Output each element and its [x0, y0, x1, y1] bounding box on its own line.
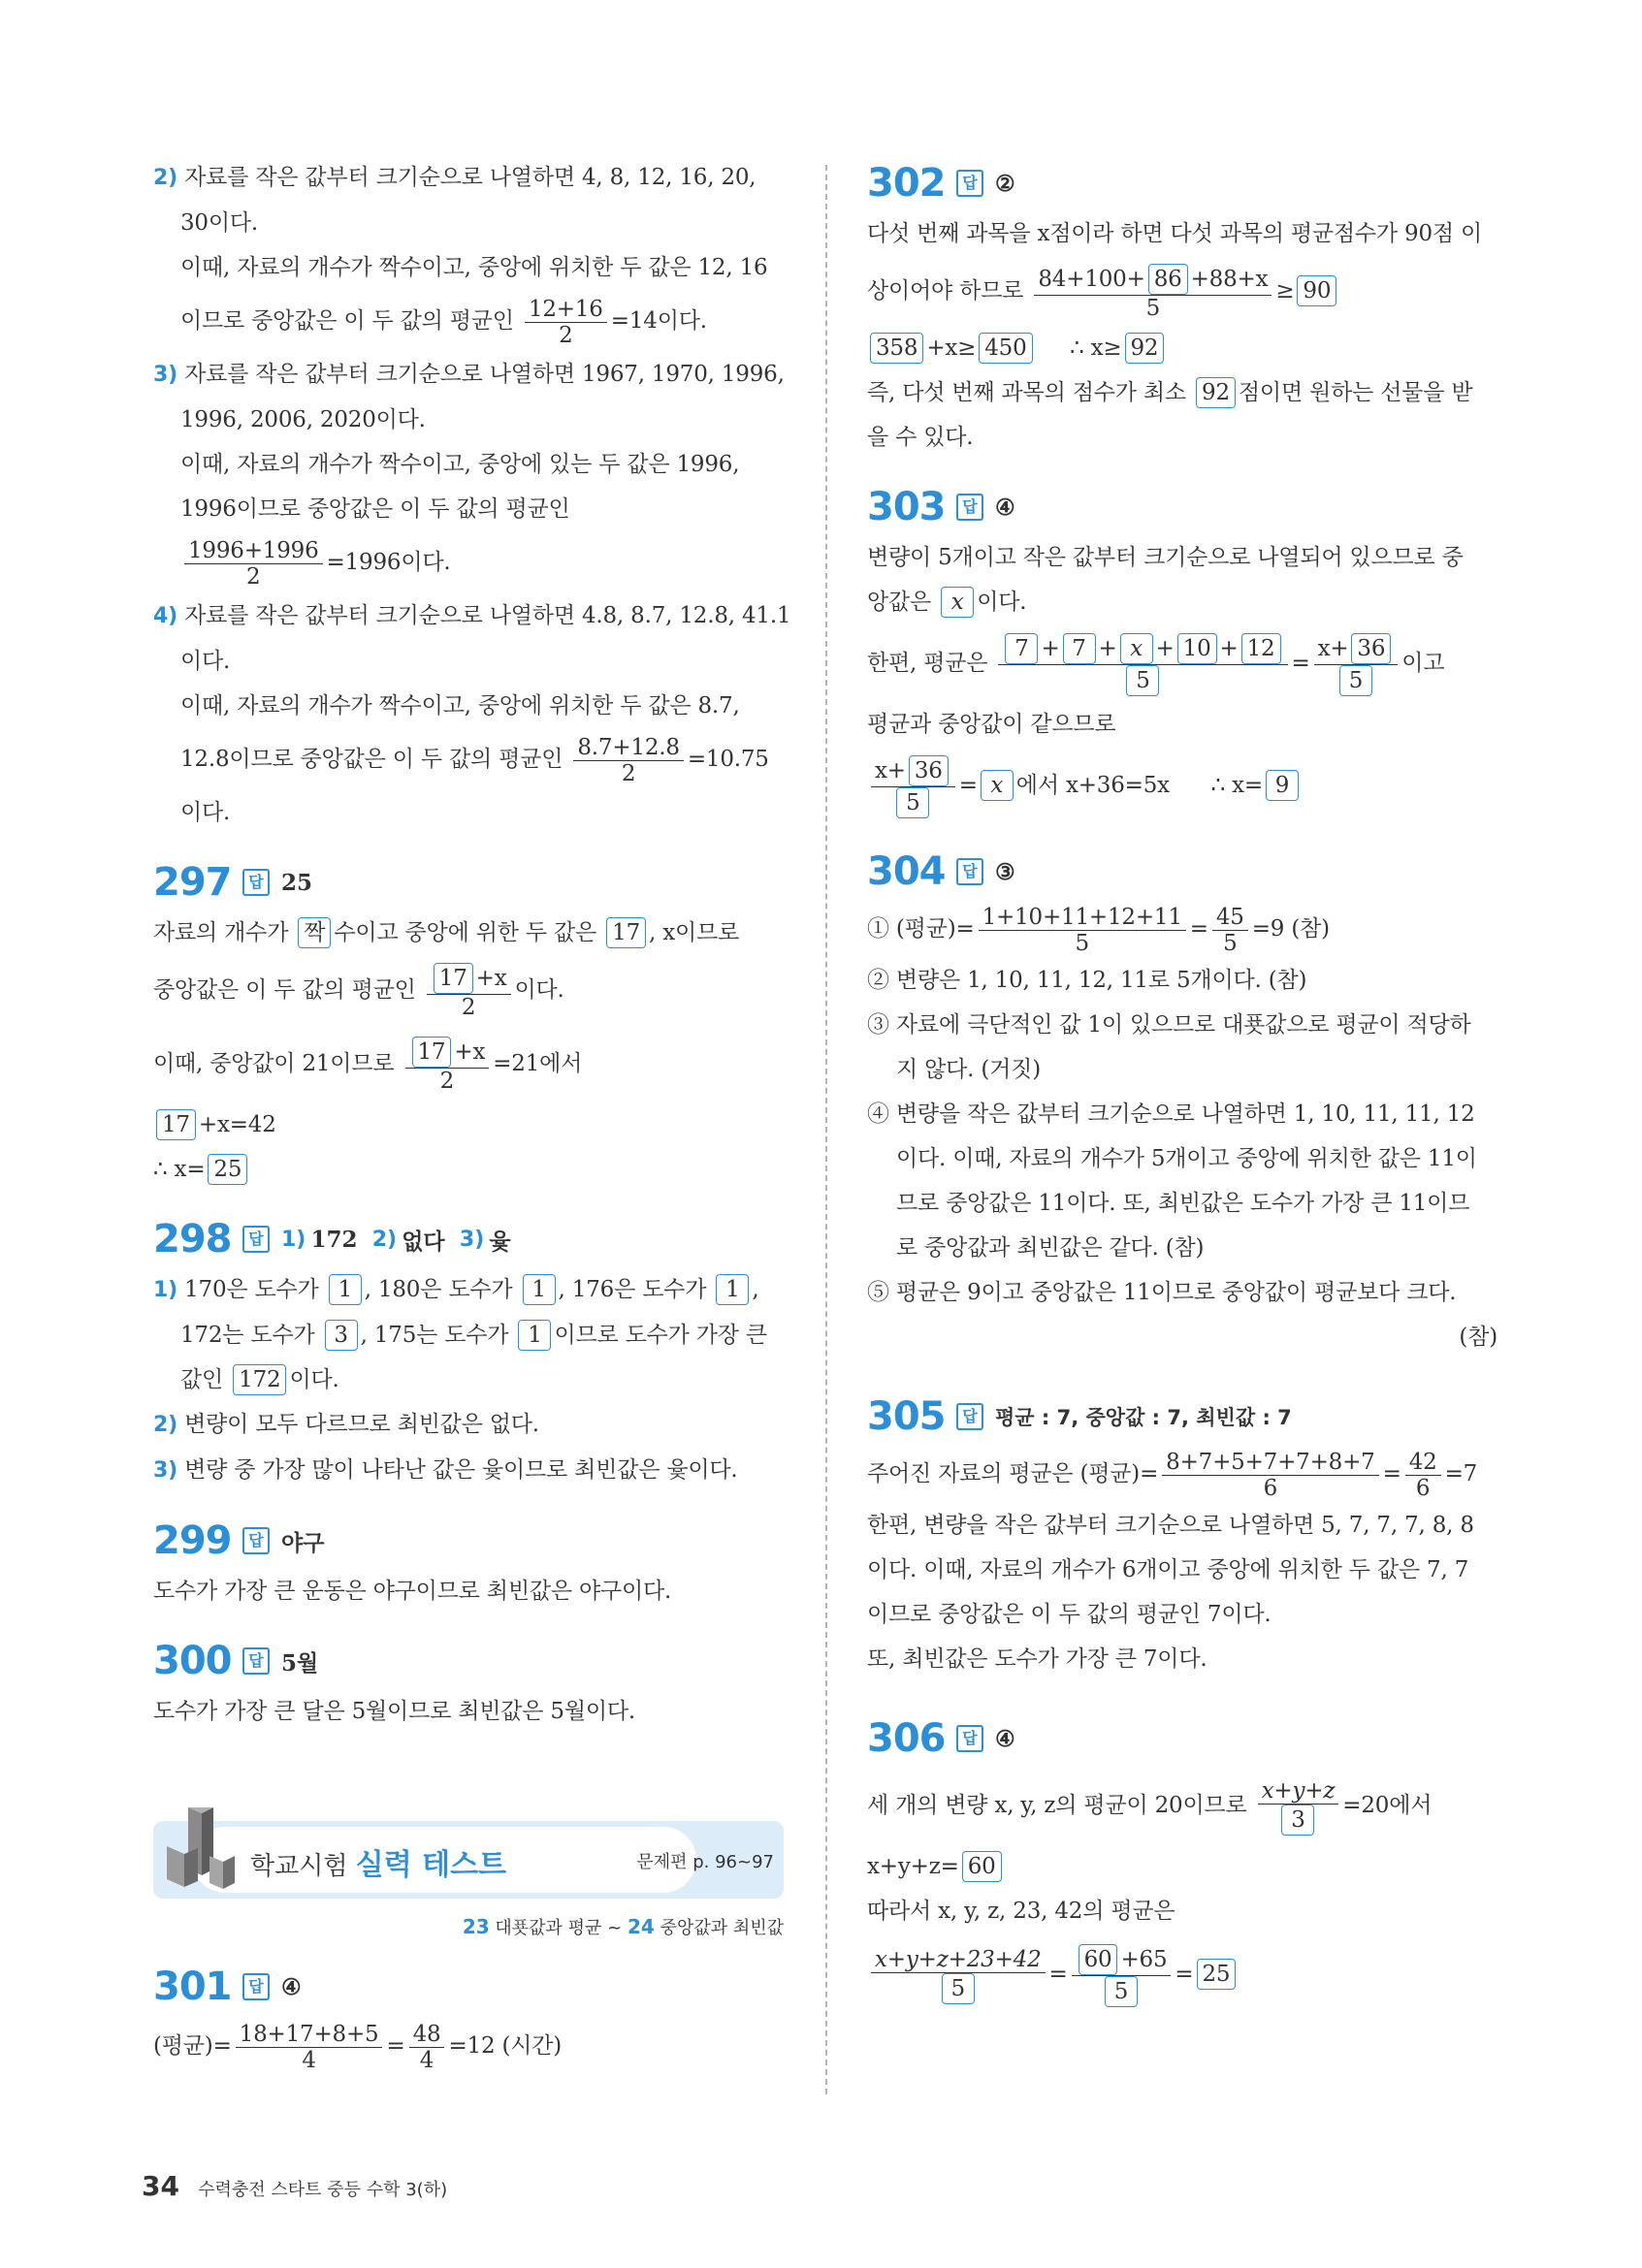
answer-box: 25 [208, 1154, 247, 1185]
text: ④ [995, 494, 1015, 521]
text: 5 [1223, 930, 1238, 956]
text: =21에서 [493, 1051, 583, 1076]
problem-number: 300 [153, 1639, 232, 1683]
text: 이다. [289, 1367, 339, 1392]
text: 84+100+ [1038, 266, 1145, 292]
answer-icon: 답 [956, 494, 983, 521]
problem-297 [153, 854, 784, 1192]
text: 1 [523, 1274, 556, 1305]
text: x [1120, 633, 1153, 664]
text: 중앙값과 최빈값 [660, 1918, 784, 1938]
problem-number: 306 [867, 1716, 946, 1761]
text: +x≥ [926, 335, 977, 361]
text: 한편, 평균은 [867, 651, 988, 676]
text: +x [454, 1038, 486, 1065]
text: 30이다. [180, 210, 259, 236]
stacked-cubes-icon [159, 1807, 237, 1895]
text: ③ 자료에 극단적인 값 1이 있으므로 대푯값으로 평균이 적당하 [867, 1012, 1471, 1038]
text: 도수가 가장 큰 달은 5월이므로 최빈값은 5월이다. [153, 1699, 635, 1724]
text: 2 [246, 563, 261, 590]
answer-icon: 답 [242, 1973, 270, 2000]
text: 따라서 x, y, z, 23, 42의 평균은 [867, 1899, 1175, 1924]
text: 로 중앙값과 최빈값은 같다. (참) [896, 1235, 1205, 1261]
section-banner [153, 1821, 784, 1899]
text: 9 [1266, 770, 1299, 801]
page-footer [142, 2170, 447, 2202]
book-title: 수력충전 스타트 중등 수학 3(하) [198, 2180, 448, 2200]
text: ④ [995, 1725, 1015, 1752]
text: 5 [1075, 930, 1089, 956]
fraction [1034, 264, 1272, 321]
text: 한편, 변량을 작은 값부터 크기순으로 나열하면 5, 7, 7, 7, 8, 8 [867, 1513, 1474, 1538]
fraction [1258, 1778, 1339, 1836]
text: +x=42 [198, 1112, 276, 1137]
text: 앙값은 [867, 590, 932, 615]
text: 450 [979, 333, 1032, 364]
text: 이때, 중앙값이 21이므로 [153, 1051, 395, 1076]
text: 6 [1263, 1475, 1278, 1501]
text: 172 [310, 1226, 358, 1253]
text: 이다. [977, 590, 1027, 615]
text: 2 [621, 760, 636, 786]
text: +88+x [1190, 266, 1269, 292]
text: 1+10+11+12+11 [979, 905, 1186, 931]
text: 점이면 원하는 선물을 받 [1238, 380, 1473, 405]
text: 45 [1212, 905, 1248, 931]
answer-box: 17 [156, 1109, 196, 1140]
text: 자료를 작은 값부터 크기순으로 나열하면 4.8, 8.7, 12.8, 41.1 [184, 603, 791, 628]
answer-icon: 답 [242, 1226, 270, 1253]
text: 86 [1148, 264, 1188, 295]
text: 평균 : 7, 중앙값 : 7, 최빈값 : 7 [995, 1406, 1292, 1429]
problem-302 [867, 155, 1497, 460]
fraction: $\frac{7 + 7 + x + 10 + 12}{5}$ [998, 633, 1287, 696]
text: 10 [1177, 633, 1217, 664]
text: = [1048, 1962, 1068, 1987]
text: 5 [1126, 665, 1159, 696]
text: 8+7+5+7+7+8+7 [1162, 1450, 1378, 1476]
text: ① (평균)= [867, 916, 975, 942]
text: 이고 [1401, 651, 1445, 676]
text: x [941, 587, 974, 618]
fraction [405, 1037, 490, 1094]
text: 3 [325, 1320, 358, 1351]
text: 변량이 5개이고 작은 값부터 크기순으로 나열되어 있으므로 중 [867, 545, 1464, 570]
page-number: 34 [142, 2170, 179, 2202]
text: 2 [439, 1068, 455, 1094]
text: = [1175, 1962, 1194, 1987]
text: 3) [153, 1458, 177, 1483]
text: 1 [716, 1274, 749, 1305]
text: 12.8이므로 중앙값은 이 두 값의 평균인 [180, 747, 563, 772]
text: 이때, 자료의 개수가 짝수이고, 중앙에 위치한 두 값은 12, 16 [180, 255, 768, 280]
problem-number: 299 [153, 1518, 232, 1563]
text: 4) [153, 604, 177, 628]
text: 이다. [514, 977, 564, 1003]
text: 92 [1125, 333, 1165, 364]
text: 7 [1005, 633, 1038, 664]
text: =20에서 [1342, 1793, 1433, 1818]
fraction [1405, 1450, 1441, 1501]
text: 172 [233, 1364, 286, 1395]
text: 학교시험 [250, 1852, 348, 1881]
fraction [427, 963, 511, 1020]
problem-305 [867, 1389, 1497, 1681]
problem-number: 301 [153, 1965, 232, 2009]
text: 1996, 2006, 2020이다. [180, 407, 426, 432]
text: = [386, 2033, 405, 2059]
text: 을 수 있다. [867, 425, 974, 450]
answer-icon: 답 [242, 869, 270, 896]
answer-icon: 답 [956, 858, 983, 885]
text: , 180은 도수가 [364, 1277, 513, 1302]
text: +x [475, 965, 507, 991]
text: ⑤ 평균은 9이고 중앙값은 11이므로 중앙값이 평균보다 크다. [867, 1280, 1457, 1305]
text: x+y+z [1258, 1778, 1339, 1805]
text: 없다 [402, 1228, 445, 1255]
text: 이다. [180, 649, 231, 674]
text: 또, 최빈값은 도수가 가장 큰 7이다. [867, 1646, 1207, 1672]
text: 평균과 중앙값이 같으므로 [867, 712, 1116, 737]
text: 2) [153, 166, 177, 190]
text: 170은 도수가 [184, 1277, 319, 1302]
column-divider [825, 165, 827, 2094]
text: 23 [462, 1915, 490, 1938]
text: 야구 [281, 1530, 325, 1556]
text: 5 [1145, 295, 1161, 321]
fraction [184, 538, 323, 590]
answer-box: 17 [606, 917, 646, 948]
fraction [871, 1947, 1046, 2004]
text: ≥ [1275, 278, 1295, 303]
problem-303: 303 답 ④ 변량이 5개이고 작은 값부터 크기순으로 나열되어 있으므로 중 앙값은 x 이다. 한편, 평균은 $\frac{7 + 7 + x + 10 + 12}{5}$ = $\frac{x+ 36}{5}$ 이고 평균과 중앙값이 같으므로 $\frac{x+ 36}{5}$ = x 에서 x+36=5x ∴ x= 9 [867, 479, 1497, 824]
problem-300 [153, 1633, 784, 1734]
text: 2 [461, 994, 476, 1020]
text: 1 [329, 1274, 362, 1305]
text: 이다. [180, 800, 231, 825]
problem-number: 304 [867, 849, 946, 894]
text: , x이므로 [649, 920, 740, 945]
text: = [1189, 916, 1208, 942]
text: 중앙값은 이 두 값의 평균인 [153, 977, 416, 1003]
text: 12+16 [525, 297, 607, 323]
fraction [1212, 905, 1248, 956]
text: 이므로 도수가 가장 큰 [554, 1323, 767, 1348]
answer-box: 짝 [298, 917, 331, 948]
text: =14이다. [610, 308, 707, 334]
fraction [409, 2022, 445, 2073]
problem-number: 298 [153, 1217, 232, 1262]
text: 즉, 다섯 번째 과목의 점수가 최소 [867, 380, 1186, 405]
text: =10.75 [687, 747, 769, 772]
problem-number: 302 [867, 161, 946, 206]
solution-296-part-3 [153, 352, 784, 593]
fraction [1162, 1450, 1378, 1501]
text: 2 [559, 322, 573, 348]
answer-icon: 답 [956, 1725, 983, 1752]
text: 상이어야 하므로 [867, 278, 1024, 303]
problem-304 [867, 844, 1497, 1359]
text: 5 [896, 787, 929, 818]
banner-title [250, 1840, 506, 1883]
text: 25 [1197, 1959, 1237, 1990]
text: 에서 x+36=5x [1015, 773, 1170, 798]
text: 자료를 작은 값부터 크기순으로 나열하면 4, 8, 12, 16, 20, [184, 165, 757, 190]
text: 이때, 자료의 개수가 짝수이고, 중앙에 있는 두 값은 1996, [180, 452, 740, 477]
text: 4 [419, 2047, 435, 2073]
text: ④ 변량을 작은 값부터 크기순으로 나열하면 1, 10, 11, 11, 12 [867, 1102, 1475, 1127]
text: = [958, 773, 978, 798]
text: x+y+z+23+42 [871, 1947, 1046, 1973]
text: 36 [909, 755, 949, 786]
text: 12 [1241, 633, 1281, 664]
text: 8.7+12.8 [573, 735, 683, 761]
text: ∴ x= [153, 1157, 206, 1182]
answer: 25 [281, 869, 313, 896]
text: 6 [1415, 1475, 1431, 1501]
text: 4 [302, 2047, 316, 2073]
text: 5 [942, 1973, 975, 2004]
text: 172는 도수가 [180, 1323, 315, 1348]
text: 48 [409, 2022, 445, 2048]
text: ③ [995, 858, 1015, 885]
problem-298 [153, 1211, 784, 1493]
text: 1 [518, 1320, 551, 1351]
text: 2) [153, 1413, 177, 1437]
text: 지 않다. (거짓) [896, 1057, 1041, 1082]
fraction [979, 905, 1186, 956]
text: 이다. 이때, 자료의 개수가 6개이고 중앙에 위치한 두 값은 7, 7 [867, 1557, 1469, 1582]
text: 3 [1281, 1805, 1314, 1836]
text: 자료를 작은 값부터 크기순으로 나열하면 1967, 1970, 1996, [184, 362, 785, 387]
answer-icon: 답 [242, 1647, 270, 1675]
text: 이므로 중앙값은 이 두 값의 평균인 [180, 308, 514, 334]
text: 36 [1351, 633, 1391, 664]
solution-296-part-2 [153, 155, 784, 352]
fraction [1314, 633, 1399, 696]
text: 변량이 모두 다르므로 최빈값은 없다. [184, 1412, 539, 1437]
text: 이므로 중앙값은 이 두 값의 평균인 7이다. [867, 1602, 1272, 1627]
text: 값인 [180, 1367, 224, 1392]
left-column [153, 155, 791, 2077]
text: 실력 테스트 [355, 1848, 507, 1882]
text: 24 [627, 1915, 655, 1938]
problem-number: 303 [867, 485, 946, 529]
text: 1996+1996 [184, 538, 323, 564]
fraction [1072, 1944, 1172, 2007]
text: (평균)= [153, 2033, 232, 2059]
text: 18+17+8+5 [236, 2022, 383, 2048]
text: =1996이다. [326, 550, 451, 575]
text: 변량 중 가장 많이 나타난 값은 윷이므로 최빈값은 윷이다. [184, 1457, 738, 1483]
text: 358 [870, 333, 923, 364]
text: x+ [1317, 635, 1349, 661]
fraction [236, 2022, 383, 2073]
text: x [981, 770, 1014, 801]
text: x+y+z= [867, 1854, 959, 1879]
text: 90 [1297, 275, 1336, 306]
text: 60 [962, 1851, 1002, 1882]
fraction [525, 297, 607, 348]
text: = [1382, 1461, 1401, 1486]
text: +65 [1120, 1946, 1168, 1972]
text: 세 개의 변량 x, y, z의 평균이 20이므로 [867, 1793, 1247, 1818]
problem-306 [867, 1710, 1497, 2015]
text: , 176은 도수가 [558, 1277, 707, 1302]
problem-301 [153, 1959, 784, 2077]
text: (참) [1459, 1325, 1497, 1350]
text: 1996이므로 중앙값은 이 두 값의 평균인 [180, 496, 570, 522]
text: 윷 [489, 1228, 511, 1255]
text: 17 [412, 1037, 452, 1068]
text: ② [995, 170, 1015, 197]
text: 대푯값과 평균 ~ [495, 1918, 623, 1938]
text: 5월 [281, 1649, 319, 1677]
text: 주어진 자료의 평균은 (평균)= [867, 1461, 1159, 1486]
problem-number: 297 [153, 860, 232, 905]
text: =12 (시간) [448, 2033, 563, 2059]
text: =7 [1444, 1461, 1478, 1486]
text: ∴ x= [1210, 773, 1263, 798]
text: 3) [153, 363, 177, 387]
text: 2) [371, 1227, 398, 1252]
text: 92 [1196, 377, 1236, 408]
banner-page-ref: 문제편 p. 96~97 [636, 1852, 774, 1872]
text: 42 [1405, 1450, 1441, 1476]
text: , [752, 1277, 759, 1302]
text: 17 [434, 963, 473, 994]
section-subtitle [153, 1914, 784, 1939]
text: =9 (참) [1251, 916, 1330, 942]
text: 이다. 이때, 자료의 개수가 5개이고 중앙에 위치한 값은 11이 [896, 1146, 1477, 1171]
text: 60 [1079, 1944, 1118, 1975]
text: 1) [281, 1227, 306, 1252]
text: x+ [875, 757, 906, 783]
problem-number: 305 [867, 1394, 946, 1439]
text: 5 [1105, 1976, 1138, 2007]
text: 5 [1339, 665, 1372, 696]
text: 수이고 중앙에 위한 두 값은 [334, 920, 597, 945]
text: 자료의 개수가 [153, 920, 289, 945]
fraction [573, 735, 683, 786]
text: ∴ x≥ [1070, 335, 1122, 361]
fraction [871, 755, 955, 818]
text: ④ [281, 1973, 302, 2000]
text: , 175는 도수가 [360, 1323, 509, 1348]
text: 7 [1063, 633, 1096, 664]
answer-icon: 답 [956, 1403, 983, 1430]
solution-296-part-4 [153, 593, 791, 835]
text: ② 변량은 1, 10, 11, 12, 11로 5개이다. (참) [867, 968, 1307, 993]
right-column [867, 155, 1497, 2015]
answer-icon: 답 [242, 1527, 270, 1554]
text: 도수가 가장 큰 운동은 야구이므로 최빈값은 야구이다. [153, 1579, 672, 1604]
text: 이때, 자료의 개수가 짝수이고, 중앙에 위치한 두 값은 8.7, [180, 693, 740, 719]
answer-icon: 답 [956, 170, 983, 197]
text: 3) [459, 1227, 485, 1252]
problem-299 [153, 1513, 784, 1613]
text: 므로 중앙값은 11이다. 또, 최빈값은 도수가 가장 큰 11이므 [896, 1191, 1470, 1216]
text: 1) [153, 1278, 177, 1302]
text: 다섯 번째 과목을 x점이라 하면 다섯 과목의 평균점수가 90점 이 [867, 221, 1483, 246]
